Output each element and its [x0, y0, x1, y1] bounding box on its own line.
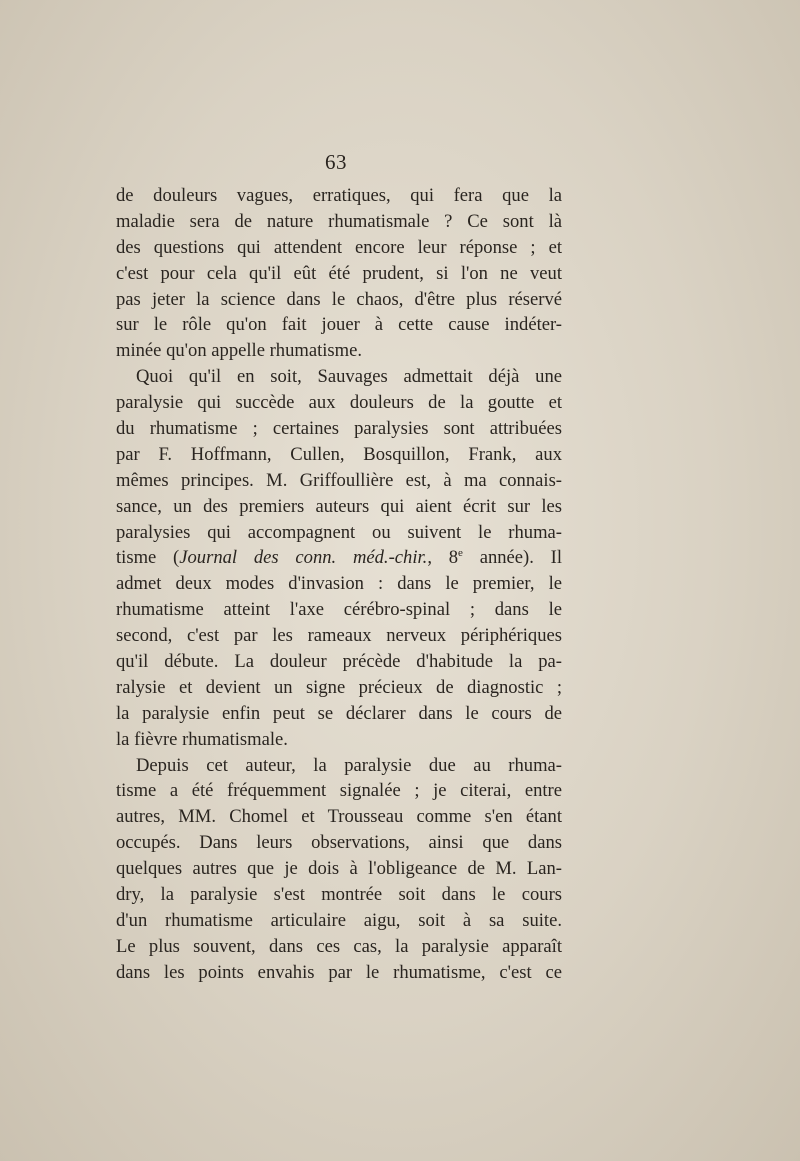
text-line: qu'il débute. La douleur précède d'habitude la pa-: [116, 651, 562, 673]
citation-after: année). Il: [462, 547, 563, 569]
text-line: second, c'est par les rameaux nerveux périphériques: [116, 625, 562, 647]
text-line: occupés. Dans leurs observations, ainsi que dans: [116, 832, 562, 854]
text-line: autres, MM. Chomel et Trousseau comme s'en étant: [116, 806, 562, 828]
text-line: minée qu'on appelle rhumatisme.: [116, 340, 363, 362]
text-line: sur le rôle qu'on fait jouer à cette cause indéter-: [116, 314, 562, 336]
text-line: maladie sera de nature rhumatismale ? Ce sont là: [116, 210, 562, 232]
text-line: des questions qui attendent encore leur réponse ; et: [116, 236, 562, 258]
text-line: dans les points envahis par le rhumatisme, c'est ce: [116, 961, 562, 983]
text-line: Quoi qu'il en soit, Sauvages admettait déjà une: [136, 366, 562, 388]
text-line: paralysies qui accompagnent ou suivent le rhuma-: [116, 521, 562, 543]
text-line: admet deux modes d'invasion : dans le premier, le: [116, 573, 562, 595]
text-line: paralysie qui succède aux douleurs de la goutte et: [116, 392, 562, 414]
page-number: 63: [325, 150, 347, 174]
text-line-citation: [116, 545, 562, 571]
body-text: [116, 183, 562, 986]
text-line: la fièvre rhumatismale.: [116, 728, 288, 750]
text-line: ralysie et devient un signe précieux de diagnostic ;: [116, 676, 562, 698]
text-line: mêmes principes. M. Griffoullière est, à ma connais-: [116, 469, 562, 491]
text-line: Le plus souvent, dans ces cas, la paralysie apparaît: [116, 935, 562, 957]
text-line: rhumatisme atteint l'axe cérébro-spinal ; dans le: [116, 599, 562, 621]
text-line: Depuis cet auteur, la paralysie due au rhuma-: [136, 754, 562, 776]
text-line: la paralysie enfin peut se déclarer dans le cours de: [116, 702, 562, 724]
citation-before: tisme (: [116, 547, 180, 569]
text-line: c'est pour cela qu'il eût été prudent, si l'on ne veut: [116, 262, 562, 284]
text-line: par F. Hoffmann, Cullen, Bosquillon, Frank, aux: [116, 443, 562, 465]
text-line: quelques autres que je dois à l'obligeance de M. Lan-: [116, 858, 562, 880]
citation-middle: , 8: [427, 547, 459, 569]
text-line: dry, la paralysie s'est montrée soit dans le cours: [116, 884, 562, 906]
text-line: sance, un des premiers auteurs qui aient écrit sur les: [116, 495, 562, 517]
text-line: de douleurs vagues, erratiques, qui fera que la: [116, 185, 562, 206]
superscript: e: [458, 547, 463, 560]
journal-title: Journal des conn. méd.-chir.: [179, 547, 428, 569]
text-line: tisme a été fréquemment signalée ; je citerai, entre: [116, 780, 562, 802]
text-line: du rhumatisme ; certaines paralysies sont attribuées: [116, 418, 562, 440]
text-line: pas jeter la science dans le chaos, d'être plus réservé: [116, 288, 562, 310]
text-line: d'un rhumatisme articulaire aigu, soit à sa suite.: [116, 909, 562, 931]
